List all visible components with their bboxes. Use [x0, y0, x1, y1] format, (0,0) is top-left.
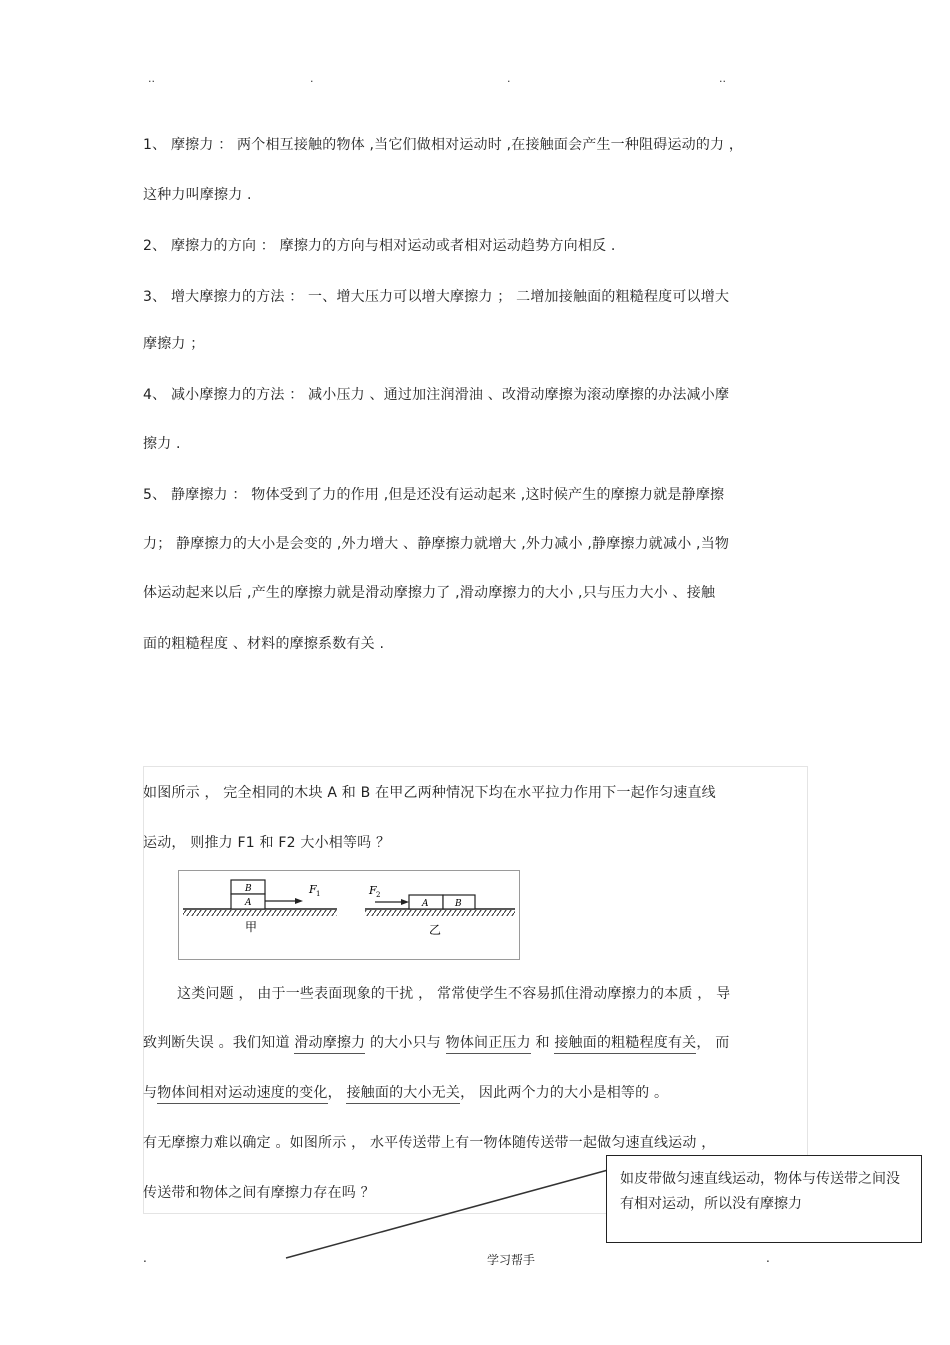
header-mark: .: [507, 72, 511, 85]
answer-text: 和: [530, 1035, 555, 1051]
paragraph-friction-definition: 1、 摩擦力 ： 两个相互接触的物体 ,当它们做相对运动时 ,在接触面会产生一种阻碍运动的力 ，: [143, 137, 744, 153]
underlined-term: 物体间相对运动速度的变化: [157, 1082, 327, 1104]
answer-text: 的大小只与: [365, 1035, 446, 1051]
label-f2: F: [369, 884, 377, 897]
underlined-term: 滑动摩擦力: [294, 1032, 365, 1054]
question-1-line: 运动， 则推力 F1 和 F2 大小相等吗 ？: [143, 835, 391, 851]
paragraph-decrease-friction-cont: 擦力 .: [143, 436, 181, 452]
question-2-line: 有无摩擦力难以确定 。如图所示 ， 水平传送带上有一物体随传送带一起做匀速直线运动 ，: [143, 1135, 716, 1151]
answer-text: ， 因此两个力的大小是相等的 。: [460, 1085, 669, 1101]
header-mark: .: [310, 72, 314, 85]
footer-right-mark: .: [766, 1251, 770, 1265]
callout-text: 如皮带做匀速直线运动，物体与传送带之间没有相对运动，所以没有摩擦力: [620, 1171, 900, 1212]
answer-text: ， 而: [696, 1035, 730, 1051]
question-2-line: 传送带和物体之间有摩擦力存在吗 ？: [143, 1185, 375, 1201]
underlined-term: 接触面的大小无关: [346, 1082, 460, 1104]
paragraph-static-friction-cont: 体运动起来以后 ,产生的摩擦力就是滑动摩擦力了 ,滑动摩擦力的大小 ,只与压力大小 、接触: [143, 585, 716, 601]
paragraph-static-friction-cont: 面的粗糙程度 、材料的摩擦系数有关 .: [143, 636, 385, 652]
callout-box: [606, 1155, 922, 1243]
paragraph-static-friction: 5、 静摩擦力 ： 物体受到了力的作用 ,但是还没有运动起来 ,这时候产生的摩擦力就是静摩擦: [143, 487, 725, 503]
label-b-side: B: [455, 899, 462, 909]
label-f2-sub: 2: [376, 891, 381, 899]
header-mark: ..: [719, 72, 726, 85]
caption-yi: 乙: [429, 923, 442, 937]
answer-1-line: 这类问题 ， 由于一些表面现象的干扰 ， 常常使学生不容易抓住滑动摩擦力的本质 ， 导: [177, 986, 731, 1002]
footer-title: 学习帮手: [487, 1253, 536, 1267]
underlined-term: 接触面的粗糙程度有关: [554, 1032, 696, 1054]
paragraph-decrease-friction: 4、 减小摩擦力的方法 ： 减小压力 、通过加注润滑油 、改滑动摩擦为滚动摩擦的办法减小摩: [143, 387, 730, 403]
paragraph-friction-direction: 2、 摩擦力的方向 ： 摩擦力的方向与相对运动或者相对运动趋势方向相反 .: [143, 238, 616, 254]
footer-left-mark: .: [143, 1251, 147, 1265]
paragraph-increase-friction-cont: 摩擦力 ；: [143, 336, 205, 352]
label-f1: F: [309, 883, 317, 896]
answer-text: ，: [327, 1085, 347, 1101]
answer-text: 与: [143, 1085, 158, 1101]
paragraph-friction-definition-cont: 这种力叫摩擦力 .: [143, 187, 252, 203]
caption-jia: 甲: [245, 920, 258, 934]
label-b-stacked: B: [245, 884, 252, 894]
label-a-stacked: A: [245, 898, 252, 908]
paragraph-static-friction-cont: 力； 静摩擦力的大小是会变的 ,外力增大 、静摩擦力就增大 ,外力减小 ,静摩擦力就减小 ,当物: [143, 536, 730, 552]
paragraph-increase-friction: 3、 增大摩擦力的方法 ： 一、增大压力可以增大摩擦力 ； 二增加接触面的粗糙程度可以增大: [143, 289, 730, 305]
label-f1-sub: 1: [316, 890, 321, 898]
question-1-line: 如图所示 ， 完全相同的木块 A 和 B 在甲乙两种情况下均在水平拉力作用下一起作匀速直线: [143, 785, 716, 801]
underlined-term: 物体间正压力: [446, 1032, 531, 1054]
answer-text: 致判断失误 。我们知道: [143, 1035, 295, 1051]
label-a-side: A: [422, 899, 429, 909]
header-mark: ..: [148, 72, 155, 85]
